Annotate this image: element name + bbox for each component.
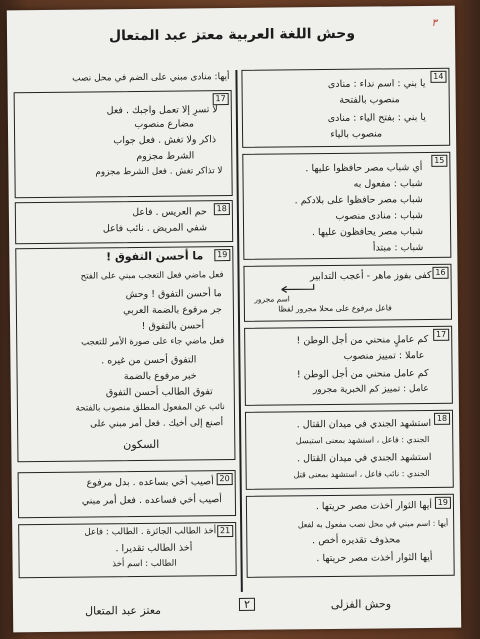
section-number: 16: [432, 267, 448, 279]
line: أصيب أخي بساعده . بدل مرفوع: [86, 476, 214, 489]
line: شباب : مبتدأ: [372, 242, 424, 254]
line: تفوق الطالب أحسن التفوق: [105, 386, 213, 399]
line: منصوب بالفتحة: [339, 94, 400, 106]
corner-mark: ٣: [431, 17, 437, 29]
line: يا بني : اسم نداء : منادى: [327, 77, 426, 91]
line: الجندي : نائب فاعل ، استشهد بمعنى قتل: [293, 468, 430, 480]
line: عاملا : تمييز منصوب: [343, 350, 425, 362]
line: حم العريس . فاعل: [132, 206, 207, 219]
line: شفي المريض . نائب فاعل: [102, 222, 208, 235]
section-number: 19: [435, 497, 451, 509]
line: شباب مصر يحافظون عليها .: [311, 226, 424, 239]
column-divider: [235, 70, 242, 592]
line: أيها الثوار أخذت مصر حريتها .: [316, 551, 433, 565]
line: الجندي : فاعل ، استشهد بمعنى استبسل: [295, 434, 430, 446]
line: الشرط مجزوم: [136, 150, 195, 163]
section-number: 19: [214, 249, 230, 261]
line: لا تذاكر تغش . فعل الشرط مجزوم: [95, 166, 223, 178]
line: استشهد الجندي في ميدان القتال .: [297, 451, 432, 465]
line: كفى بفوز ماهر - أعجب التدابير: [309, 269, 432, 283]
notebook-page: [7, 6, 461, 633]
line: منصوب بالياء: [330, 128, 383, 140]
line: أيها الثوار أخذت مصر حريتها .: [315, 499, 433, 513]
line: نائب عن المفعول المطلق منصوب بالفتحة: [75, 402, 225, 414]
line: فعل ماضي جاء على صورة الأمر للتعجب: [81, 336, 225, 348]
section-number: 18: [434, 413, 450, 425]
line: مضارع منصوب: [134, 118, 195, 131]
line: ما أحسن التفوق !: [105, 249, 204, 264]
left-signature: معتز عبد المتعال: [84, 603, 162, 618]
line: أي شباب مصر حافظوا عليها .: [305, 162, 423, 175]
line: كم عامل منحني من أجل الوطن !: [296, 367, 429, 381]
line: السكون: [123, 437, 160, 452]
annotation: فاعل مرفوع على محلا مجرور لفظا: [278, 303, 392, 314]
line: محذوف تقديره أخص .: [312, 534, 401, 547]
section-number: 21: [217, 525, 233, 537]
line: التفوق أحسن من غيره .: [101, 354, 197, 367]
line: لا تسرِ إلا تعمل واجبك . فعل: [106, 104, 218, 117]
line: أصنع إلى أخيك . فعل أمر مبني على: [90, 418, 224, 430]
line: ذاكر ولا تغش . فعل جواب: [113, 134, 217, 147]
line: فعل ماضي فعل التعجب مبني على الفتح: [80, 270, 224, 282]
arrow-icon: [278, 283, 318, 295]
line: أخذ الطالب تقديرا .: [115, 542, 193, 555]
section-number: 15: [431, 155, 447, 167]
line: يا بني : بفتح الياء : منادى: [327, 111, 426, 125]
line: جر مرفوع بالضمة العربي: [123, 304, 222, 317]
line: شباب مصر حافظوا على بلادكم .: [294, 194, 423, 207]
line: أحسن بالتفوق !: [141, 320, 205, 332]
section-number: 14: [430, 71, 446, 83]
annotation: اسم مجرور: [254, 294, 290, 304]
line: شباب : مفعول به: [353, 178, 423, 190]
left-top-line: أيها: منادى مبني على الضم في محل نصب: [72, 72, 230, 84]
right-signature: وحش الفزلى: [330, 597, 392, 612]
line: استشهد الجندي في ميدان القتال .: [296, 417, 432, 431]
page-title: وحش اللغة العربية معتز عبد المتعال: [108, 25, 356, 45]
line: شباب : منادى منصوب: [335, 210, 423, 222]
section-number: 17: [212, 93, 228, 105]
line: الطالب : اسم أخذ: [112, 558, 177, 570]
line: عامل : تمييز كم الخبرية مجرور: [312, 383, 429, 396]
line: أخذ الطالب الجائزة . الطالب : فاعل: [84, 526, 217, 538]
section-number: 17: [433, 329, 449, 341]
section-number: 20: [216, 473, 232, 485]
line: أيها : اسم مبني في محل نصب مفعول به لفعل: [297, 518, 449, 530]
line: أصيب أخي فساعده . فعل أمر مبني: [81, 494, 222, 507]
page-number: ٢: [239, 598, 255, 611]
line: كم عاملٍ منحني من أجل الوطن !: [296, 333, 429, 347]
line: ما أحسن التفوق ! وحش: [125, 288, 222, 301]
line: خبر مرفوع بالضمة: [123, 370, 197, 383]
section-number: 18: [214, 203, 230, 215]
